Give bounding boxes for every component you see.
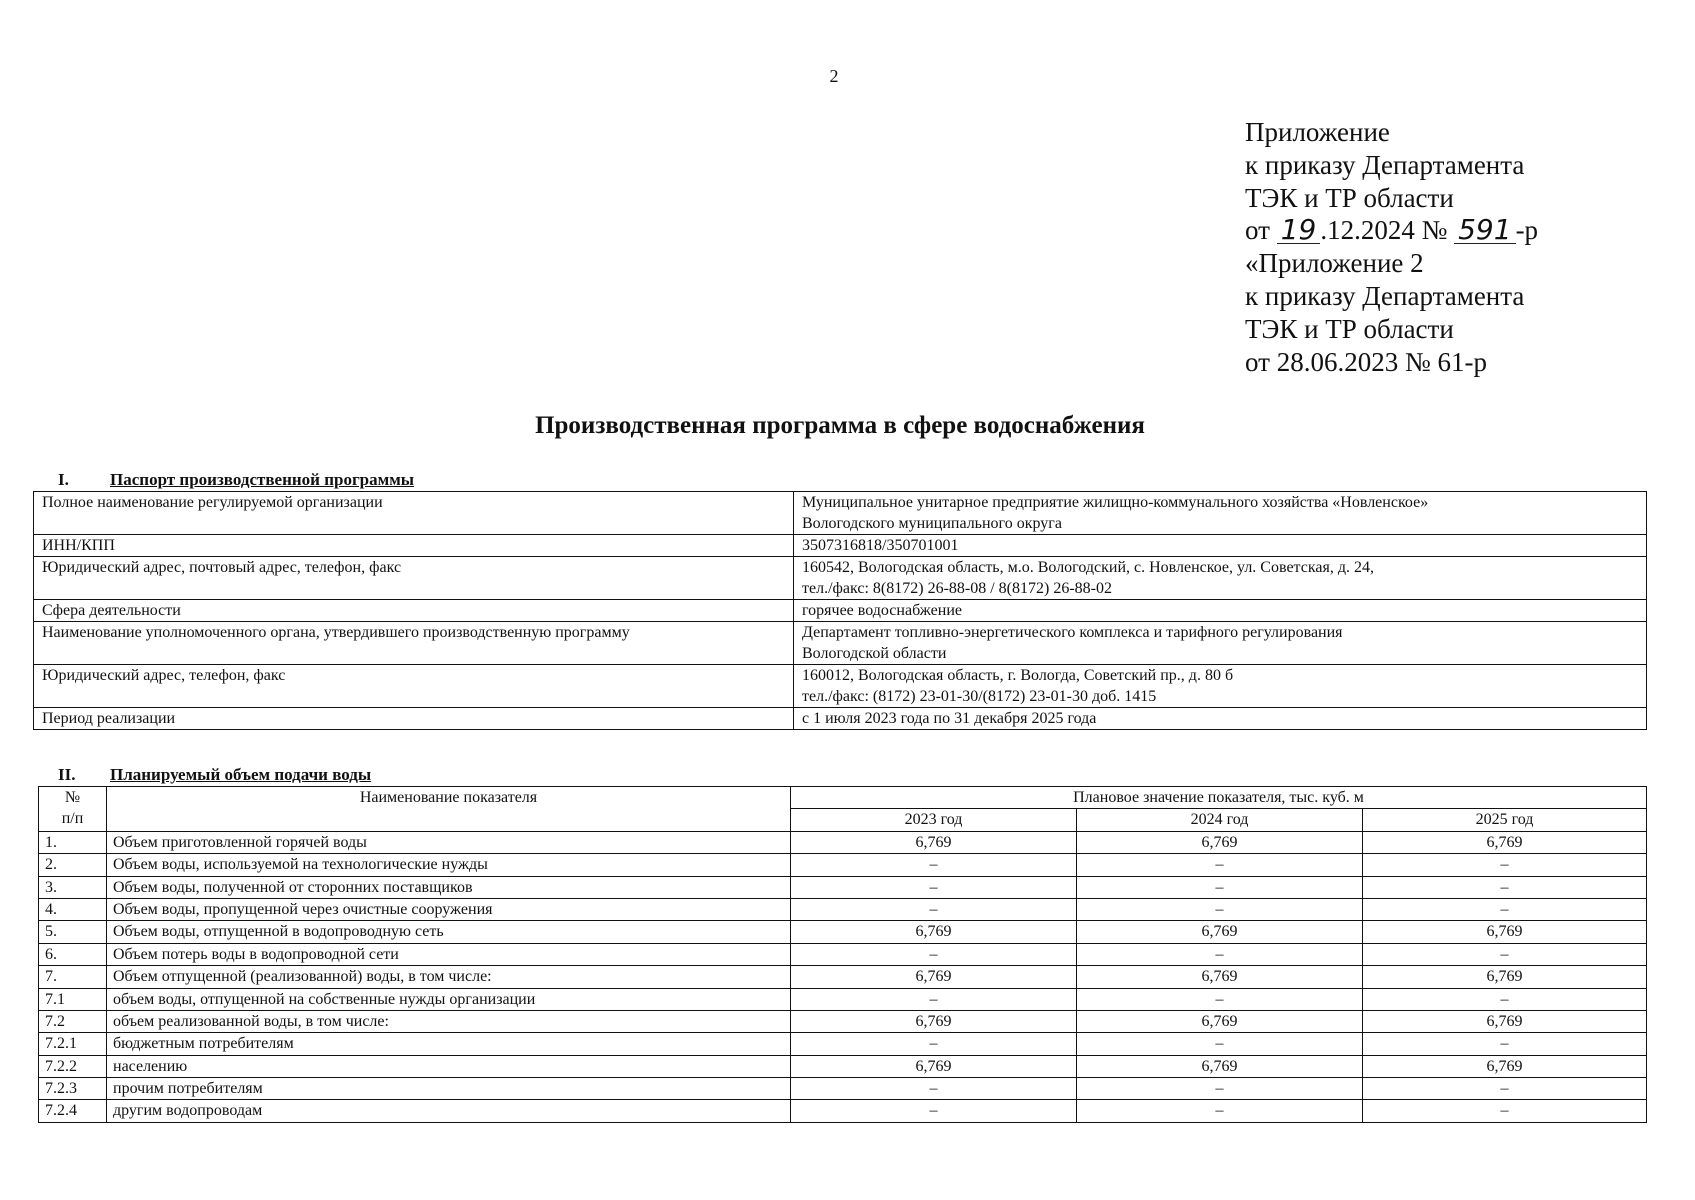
value-2024: – bbox=[1077, 898, 1363, 920]
value-2025: – bbox=[1363, 854, 1647, 876]
row-number: 5. bbox=[39, 921, 107, 943]
row-indicator-name: Объем воды, используемой на технологические нужды bbox=[107, 854, 791, 876]
value-2025: 6,769 bbox=[1363, 966, 1647, 988]
passport-value-line: горячее водоснабжение bbox=[802, 602, 962, 619]
row-indicator-name: Объем отпущенной (реализованной) воды, в том числе: bbox=[107, 966, 791, 988]
value-2024: 6,769 bbox=[1077, 1055, 1363, 1077]
value-2025: – bbox=[1363, 1100, 1647, 1122]
passport-value-line: Вологодского муниципального округа bbox=[802, 515, 1062, 532]
appendix-line: ТЭК и ТР области bbox=[1245, 182, 1454, 213]
row-indicator-name: объем воды, отпущенной на собственные нужды организации bbox=[107, 988, 791, 1010]
appendix-line: Приложение bbox=[1245, 117, 1390, 147]
table-row bbox=[39, 1055, 1647, 1077]
row-number: 2. bbox=[39, 854, 107, 876]
value-2023: – bbox=[791, 898, 1077, 920]
value-2024: – bbox=[1077, 1033, 1363, 1055]
row-number: 1. bbox=[39, 831, 107, 853]
section-number: I. bbox=[58, 470, 69, 489]
value-2025: 6,769 bbox=[1363, 831, 1647, 853]
appendix-line: ТЭК и ТР области bbox=[1245, 313, 1454, 344]
row-indicator-name: бюджетным потребителям bbox=[107, 1033, 791, 1055]
passport-row bbox=[34, 708, 1647, 730]
order-suffix: -р bbox=[1515, 215, 1539, 246]
passport-label: Полное наименование регулируемой организации bbox=[34, 492, 794, 535]
handwritten-day: 19 bbox=[1277, 217, 1321, 244]
table-row bbox=[39, 943, 1647, 965]
section-1-heading bbox=[58, 470, 414, 490]
row-indicator-name: объем реализованной воды, в том числе: bbox=[107, 1010, 791, 1032]
value-2023: 6,769 bbox=[791, 921, 1077, 943]
table-row bbox=[39, 876, 1647, 898]
passport-value-line: 160012, Вологодская область, г. Вологда, Советский пр., д. 80 б bbox=[802, 667, 1234, 684]
passport-value-line: 3507316818/350701001 bbox=[802, 537, 959, 554]
row-number: 6. bbox=[39, 943, 107, 965]
value-2024: 6,769 bbox=[1077, 921, 1363, 943]
page-number: 2 bbox=[829, 66, 839, 86]
row-indicator-name: Объем потерь воды в водопроводной сети bbox=[107, 943, 791, 965]
passport-row bbox=[34, 492, 1647, 535]
value-2024: – bbox=[1077, 988, 1363, 1010]
row-indicator-name: другим водопроводам bbox=[107, 1100, 791, 1122]
header-number-cell bbox=[39, 787, 107, 832]
table-row bbox=[39, 1100, 1647, 1122]
table-row bbox=[39, 988, 1647, 1010]
value-2024: – bbox=[1077, 876, 1363, 898]
row-number: 7.2 bbox=[39, 1010, 107, 1032]
passport-value bbox=[794, 557, 1647, 600]
value-2023: 6,769 bbox=[791, 1010, 1077, 1032]
order-from: от bbox=[1245, 215, 1270, 246]
passport-value-line: Муниципальное унитарное предприятие жилищно-коммунального хозяйства «Новленское» bbox=[802, 494, 1429, 511]
passport-label: Юридический адрес, телефон, факс bbox=[34, 665, 794, 708]
passport-value bbox=[794, 600, 1647, 622]
value-2023: – bbox=[791, 988, 1077, 1010]
value-2023: 6,769 bbox=[791, 831, 1077, 853]
handwritten-order-number: 591 bbox=[1454, 217, 1515, 244]
row-indicator-name: прочим потребителям bbox=[107, 1078, 791, 1100]
value-2023: – bbox=[791, 1033, 1077, 1055]
table-row bbox=[39, 854, 1647, 876]
value-2024: 6,769 bbox=[1077, 831, 1363, 853]
passport-table bbox=[33, 491, 1647, 730]
passport-row bbox=[34, 535, 1647, 557]
appendix-line: к приказу Департамента bbox=[1245, 280, 1525, 311]
value-2025: 6,769 bbox=[1363, 1055, 1647, 1077]
value-2024: – bbox=[1077, 1078, 1363, 1100]
value-2025: 6,769 bbox=[1363, 921, 1647, 943]
passport-value bbox=[794, 492, 1647, 535]
passport-row bbox=[34, 665, 1647, 708]
value-2024: 6,769 bbox=[1077, 1010, 1363, 1032]
header-plan-value: Плановое значение показателя, тыс. куб. м bbox=[791, 787, 1647, 809]
passport-value-line: с 1 июля 2023 года по 31 декабря 2025 года bbox=[802, 710, 1097, 727]
passport-value-line: 160542, Вологодская область, м.о. Вологодский, с. Новленское, ул. Советская, д. 24, bbox=[802, 559, 1374, 576]
value-2023: 6,769 bbox=[791, 966, 1077, 988]
order-line bbox=[1245, 214, 1538, 247]
row-number: 7.2.4 bbox=[39, 1100, 107, 1122]
document-title: Производственная программа в сфере водоснабжения bbox=[535, 412, 1145, 439]
passport-row bbox=[34, 557, 1647, 600]
value-2025: – bbox=[1363, 898, 1647, 920]
passport-row bbox=[34, 600, 1647, 622]
passport-value bbox=[794, 708, 1647, 730]
value-2023: – bbox=[791, 1100, 1077, 1122]
order-date-rest: .12.2024 № bbox=[1320, 215, 1448, 246]
passport-value bbox=[794, 665, 1647, 708]
value-2025: – bbox=[1363, 943, 1647, 965]
section-title: Паспорт производственной программы bbox=[110, 470, 415, 489]
header-year-2024: 2024 год bbox=[1077, 809, 1363, 831]
row-number: 7.1 bbox=[39, 988, 107, 1010]
value-2024: – bbox=[1077, 943, 1363, 965]
passport-label: ИНН/КПП bbox=[34, 535, 794, 557]
appendix-line: «Приложение 2 bbox=[1245, 248, 1424, 279]
row-indicator-name: Объем приготовленной горячей воды bbox=[107, 831, 791, 853]
row-indicator-name: Объем воды, полученной от сторонних поставщиков bbox=[107, 876, 791, 898]
row-number: 4. bbox=[39, 898, 107, 920]
header-name: Наименование показателя bbox=[107, 787, 791, 832]
row-indicator-name: Объем воды, отпущенной в водопроводную сеть bbox=[107, 921, 791, 943]
row-number: 7.2.3 bbox=[39, 1078, 107, 1100]
value-2023: – bbox=[791, 1078, 1077, 1100]
value-2025: – bbox=[1363, 876, 1647, 898]
header-no: № bbox=[64, 789, 81, 806]
table-header-row bbox=[39, 787, 1647, 809]
passport-value bbox=[794, 535, 1647, 557]
section-title: Планируемый объем подачи воды bbox=[110, 765, 372, 784]
row-number: 3. bbox=[39, 876, 107, 898]
value-2024: – bbox=[1077, 1100, 1363, 1122]
table-row bbox=[39, 898, 1647, 920]
row-number: 7. bbox=[39, 966, 107, 988]
value-2023: – bbox=[791, 876, 1077, 898]
value-2025: 6,769 bbox=[1363, 1010, 1647, 1032]
passport-label: Юридический адрес, почтовый адрес, телефон, факс bbox=[34, 557, 794, 600]
passport-value-line: тел./факс: 8(8172) 26-88-08 / 8(8172) 26-88-02 bbox=[802, 580, 1112, 597]
appendix-line: к приказу Департамента bbox=[1245, 149, 1525, 180]
passport-value-line: Вологодской области bbox=[802, 645, 947, 662]
passport-label: Сфера деятельности bbox=[34, 600, 794, 622]
passport-label: Период реализации bbox=[34, 708, 794, 730]
passport-value-line: тел./факс: (8172) 23-01-30/(8172) 23-01-30 доб. 1415 bbox=[802, 688, 1157, 705]
appendix-line: от 28.06.2023 № 61-р bbox=[1245, 346, 1487, 377]
passport-value-line: Департамент топливно-энергетического комплекса и тарифного регулирования bbox=[802, 624, 1343, 641]
row-indicator-name: населению bbox=[107, 1055, 791, 1077]
row-indicator-name: Объем воды, пропущенной через очистные сооружения bbox=[107, 898, 791, 920]
table-row bbox=[39, 1078, 1647, 1100]
table-row bbox=[39, 966, 1647, 988]
row-number: 7.2.2 bbox=[39, 1055, 107, 1077]
passport-row bbox=[34, 622, 1647, 665]
row-number: 7.2.1 bbox=[39, 1033, 107, 1055]
value-2025: – bbox=[1363, 1033, 1647, 1055]
passport-label: Наименование уполномоченного органа, утвердившего производственную программу bbox=[34, 622, 794, 665]
table-row bbox=[39, 921, 1647, 943]
passport-value bbox=[794, 622, 1647, 665]
table-row bbox=[39, 831, 1647, 853]
value-2023: – bbox=[791, 943, 1077, 965]
value-2024: – bbox=[1077, 854, 1363, 876]
header-pp: п/п bbox=[61, 810, 84, 827]
value-2023: 6,769 bbox=[791, 1055, 1077, 1077]
water-volume-table bbox=[38, 786, 1647, 1123]
value-2025: – bbox=[1363, 1078, 1647, 1100]
value-2025: – bbox=[1363, 988, 1647, 1010]
section-number: II. bbox=[58, 765, 76, 784]
section-2-heading bbox=[58, 765, 371, 785]
value-2024: 6,769 bbox=[1077, 966, 1363, 988]
header-year-2025: 2025 год bbox=[1363, 809, 1647, 831]
header-year-2023: 2023 год bbox=[791, 809, 1077, 831]
appendix-block bbox=[1245, 116, 1538, 378]
value-2023: – bbox=[791, 854, 1077, 876]
table-row bbox=[39, 1033, 1647, 1055]
table-row bbox=[39, 1010, 1647, 1032]
